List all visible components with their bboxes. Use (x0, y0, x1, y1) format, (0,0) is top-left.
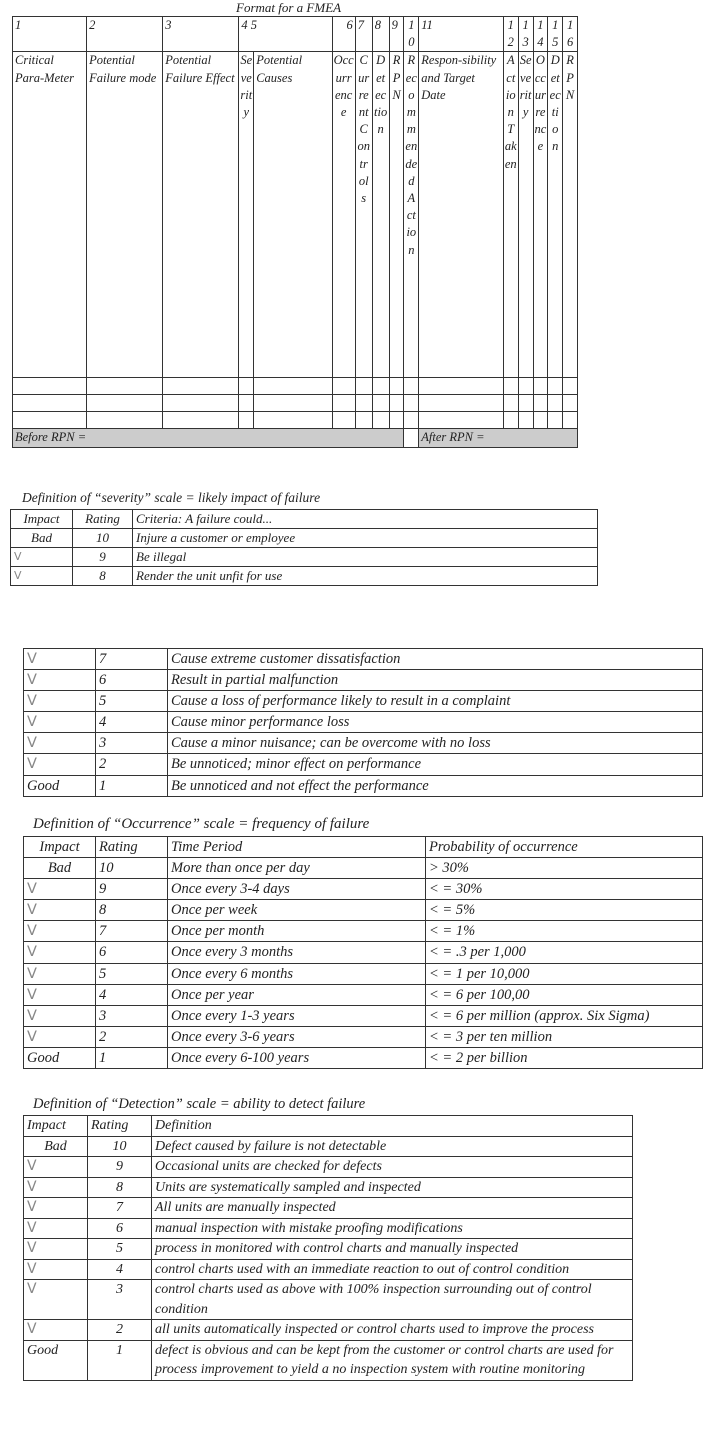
before-rpn: Before RPN = (13, 429, 404, 447)
col-impact-header: Impact (24, 837, 96, 858)
col-number: 9 (389, 17, 404, 52)
col-number: 6 (332, 17, 355, 52)
detection-heading: Definition of “Detection” scale = ability to detect failure (33, 1096, 366, 1112)
table-row: V 7 Once per month < = 1% (24, 921, 703, 942)
fmea-empty-row (13, 395, 578, 412)
col-criteria-header: Criteria: A failure could... (133, 510, 598, 529)
header-new-severity: Severity (518, 52, 533, 378)
col-rating-header: Rating (73, 510, 133, 529)
severity-heading: Definition of “severity” scale = likely impact of failure (22, 490, 321, 505)
table-row: V 7 Cause extreme customer dissatisfaction (24, 649, 703, 670)
fmea-header-row (13, 52, 578, 378)
occurrence-heading: Definition of “Occurrence” scale = frequency of failure (33, 816, 370, 832)
header-critical-parameter: Critical Para-Meter (13, 52, 87, 378)
table-row: V 3 control charts used as above with 100% inspection surrounding out of control condition (24, 1280, 633, 1320)
fmea-title: Format for a FMEA (236, 0, 342, 15)
severity-table-part1 (10, 509, 598, 586)
table-row: Good 1 Be unnoticed and not effect the performance (24, 775, 703, 796)
header-failure-mode: Potential Failure mode (87, 52, 163, 378)
header-current-controls: Current Controls (355, 52, 372, 378)
table-row: V 2 Be unnoticed; minor effect on performance (24, 754, 703, 775)
header-detection: Detection (372, 52, 389, 378)
header-action-taken: Action Taken (503, 52, 518, 378)
col-number: 11 (419, 17, 504, 52)
fmea-empty-row (13, 378, 578, 395)
col-impact-header: Impact (24, 1116, 88, 1137)
col-number: 1 2 (503, 17, 518, 52)
col-number: 3 (163, 17, 239, 52)
table-row: V 8 Units are systematically sampled and inspected (24, 1177, 633, 1198)
fmea-table (12, 16, 578, 448)
col-definition-header: Definition (152, 1116, 633, 1137)
table-row: V 7 All units are manually inspected (24, 1198, 633, 1219)
col-rating-header: Rating (96, 837, 168, 858)
header-recommended-action: Recommended Action (404, 52, 419, 378)
col-number: 1 4 (533, 17, 548, 52)
col-number: 7 (355, 17, 372, 52)
occurrence-table (23, 836, 703, 1069)
table-row: Bad 10 Injure a customer or employee (11, 529, 598, 548)
col-number: 1 6 (563, 17, 578, 52)
table-row: Bad 10 Defect caused by failure is not detectable (24, 1136, 633, 1157)
table-row: V 3 Once every 1-3 years < = 6 per million (approx. Six Sigma) (24, 1005, 703, 1026)
table-row: V 4 Once per year < = 6 per 100,00 (24, 984, 703, 1005)
table-row: Good 1 defect is obvious and can be kept from the customer or control charts are used for process improvement to yield a no inspection system with routine monitoring (24, 1340, 633, 1380)
table-row: V 3 Cause a minor nuisance; can be overcome with no loss (24, 733, 703, 754)
table-row: Good 1 Once every 6-100 years < = 2 per billion (24, 1047, 703, 1068)
col-number: 4 5 (239, 17, 332, 52)
header-potential-causes: Potential Causes (254, 52, 332, 378)
header-occurrence: Occurrence (332, 52, 355, 378)
table-row: V 4 Cause minor performance loss (24, 712, 703, 733)
header-new-detection: Detection (548, 52, 563, 378)
col-number: 1 5 (548, 17, 563, 52)
header-new-occurrence: Occurrence (533, 52, 548, 378)
fmea-number-row (13, 17, 578, 52)
fmea-rpn-row (13, 429, 578, 447)
table-row: Bad 10 More than once per day > 30% (24, 858, 703, 879)
header-rpn: RPN (389, 52, 404, 378)
fmea-empty-row (13, 412, 578, 429)
after-rpn: After RPN = (419, 429, 578, 447)
table-row: V 6 Once every 3 months < = .3 per 1,000 (24, 942, 703, 963)
detection-table (23, 1115, 633, 1381)
table-row: V 9 Occasional units are checked for defects (24, 1157, 633, 1178)
table-row: V 4 control charts used with an immediate reaction to out of control condition (24, 1259, 633, 1280)
col-impact-header: Impact (11, 510, 73, 529)
col-number: 8 (372, 17, 389, 52)
table-row: V 5 process in monitored with control charts and manually inspected (24, 1239, 633, 1260)
table-row: V 6 manual inspection with mistake proofing modifications (24, 1218, 633, 1239)
table-row: V 5 Once every 6 months < = 1 per 10,000 (24, 963, 703, 984)
col-number: 1 (13, 17, 87, 52)
header-new-rpn: RPN (563, 52, 578, 378)
col-number: 1 0 (404, 17, 419, 52)
col-period-header: Time Period (168, 837, 426, 858)
table-row: V 8 Once per week < = 5% (24, 900, 703, 921)
table-row: V 8 Render the unit unfit for use (11, 567, 598, 586)
col-number: 2 (87, 17, 163, 52)
col-number: 1 3 (518, 17, 533, 52)
header-failure-effect: Potential Failure Effect (163, 52, 239, 378)
col-rating-header: Rating (88, 1116, 152, 1137)
header-severity: Severity (239, 52, 254, 378)
col-probability-header: Probability of occurrence (426, 837, 703, 858)
table-row: V 5 Cause a loss of performance likely to result in a complaint (24, 691, 703, 712)
table-row: V 2 Once every 3-6 years < = 3 per ten million (24, 1026, 703, 1047)
header-responsibility: Respon-sibility and Target Date (419, 52, 504, 378)
severity-table-part2 (23, 648, 703, 797)
table-row: V 9 Once every 3-4 days < = 30% (24, 879, 703, 900)
table-row: V 2 all units automatically inspected or control charts used to improve the process (24, 1320, 633, 1341)
table-row: V 9 Be illegal (11, 548, 598, 567)
table-row: V 6 Result in partial malfunction (24, 670, 703, 691)
